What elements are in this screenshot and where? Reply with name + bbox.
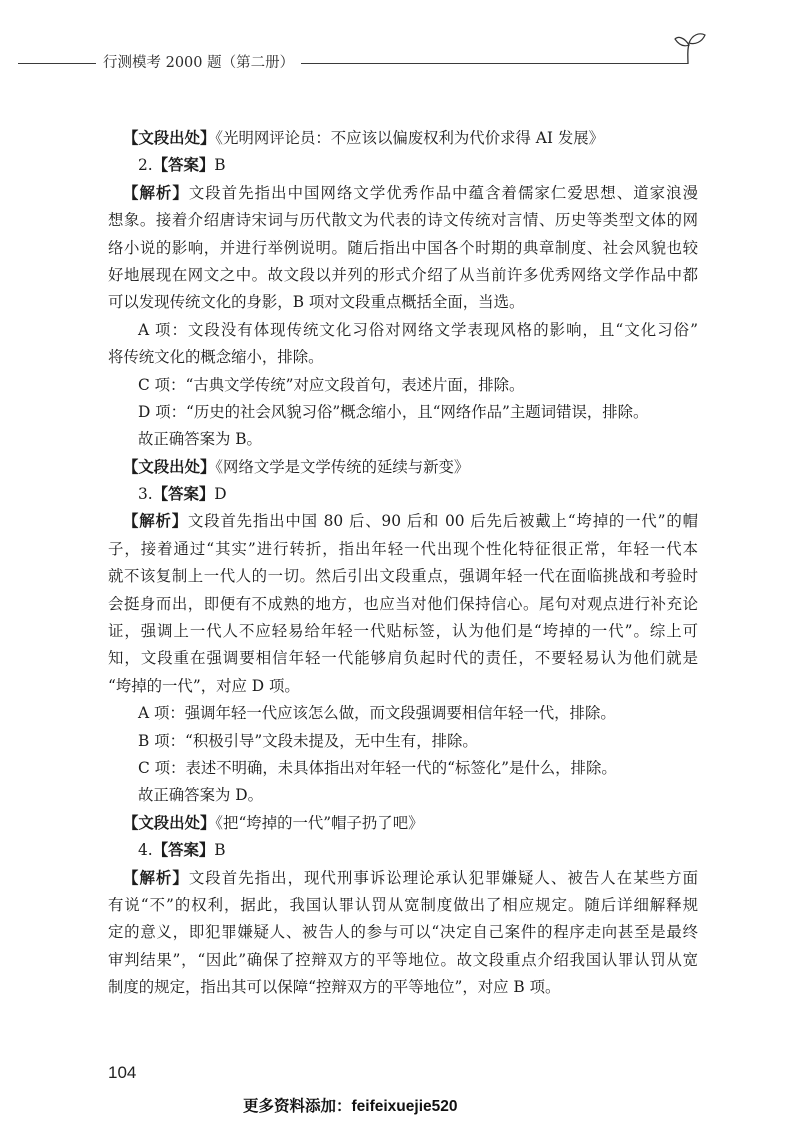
question-number: 3. bbox=[138, 485, 153, 504]
option-line: A 项：文段没有体现传统文化习俗对网络文学表现风格的影响，且“文化习俗” bbox=[138, 320, 698, 339]
page-number: 104 bbox=[108, 1063, 137, 1082]
source-title: 《光明网评论员：不应该以偏废权利为代价求得 AI 发展》 bbox=[215, 129, 605, 147]
answer-line bbox=[108, 481, 698, 508]
option-line: B 项：“积极引导”文段未提及，无中生有，排除。 bbox=[138, 731, 478, 750]
analysis-line: 子，接着通过“其实”进行转折，指出年轻一代出现个性化特征很正常，年轻一代本 bbox=[108, 539, 698, 558]
answer-label: 【答案】 bbox=[152, 841, 215, 860]
analysis-line: 会挺身而出，即便有不成熟的地方，也应当对他们保持信心。尾句对观点进行补充论 bbox=[108, 594, 698, 613]
option-line: 将传统文化的概念缩小，排除。 bbox=[108, 348, 324, 367]
analysis-line: 就不该复制上一代人的一切。然后引出文段重点，强调年轻一代在面临挑战和考验时 bbox=[108, 567, 698, 586]
analysis-line: 好地展现在网文之中。故文段以并列的形式介绍了从当前许多优秀网络文学作品中都 bbox=[108, 265, 698, 284]
analysis-line bbox=[108, 508, 698, 535]
source-title: 《网络文学是文学传统的延续与新变》 bbox=[215, 457, 470, 476]
analysis-line: 有说“不”的权利，据此，我国认罪认罚从宽制度做出了相应规定。随后详细解释规 bbox=[108, 895, 698, 914]
analysis-line: 可以发现传统文化的身影，B 项对文段重点概括全面，当选。 bbox=[108, 293, 525, 312]
source-line bbox=[108, 810, 698, 837]
answer-value: D bbox=[214, 485, 227, 504]
option-line: A 项：强调年轻一代应该怎么做，而文段强调要相信年轻一代，排除。 bbox=[138, 704, 616, 723]
analysis-line bbox=[108, 180, 698, 207]
analysis-label: 【解析】 bbox=[123, 512, 188, 531]
page-content bbox=[108, 125, 698, 1002]
conclusion-line: 故正确答案为 D。 bbox=[138, 786, 263, 805]
analysis-line: 络小说的影响，并进行举例说明。随后指出中国各个时期的典章制度、社会风貌也较 bbox=[108, 238, 698, 257]
question-number: 4. bbox=[138, 841, 153, 860]
source-line bbox=[108, 454, 698, 481]
option-line: D 项：“历史的社会风貌习俗”概念缩小，且“网络作品”主题词错误，排除。 bbox=[138, 402, 649, 421]
analysis-label: 【解析】 bbox=[123, 868, 189, 887]
conclusion-line: 故正确答案为 B。 bbox=[138, 430, 262, 449]
source-label: 【文段出处】 bbox=[123, 457, 216, 476]
analysis-line: 知，文段重在强调要相信年轻一代能够肩负起时代的责任，不要轻易认为他们就是 bbox=[108, 649, 698, 668]
answer-label: 【答案】 bbox=[152, 485, 215, 504]
source-title: 《把“垮掉的一代”帽子扔了吧》 bbox=[215, 813, 424, 832]
analysis-text: 文段首先指出中国网络文学优秀作品中蕴含着儒家仁爱思想、道家浪漫 bbox=[188, 183, 698, 202]
header-rule-left bbox=[18, 63, 96, 64]
analysis-text: 文段首先指出，现代刑事诉讼理论承认犯罪嫌疑人、被告人在某些方面 bbox=[188, 868, 698, 887]
analysis-line: “垮掉的一代”，对应 D 项。 bbox=[108, 676, 300, 695]
analysis-label: 【解析】 bbox=[123, 183, 189, 202]
answer-line bbox=[108, 837, 698, 864]
source-label: 【文段出处】 bbox=[123, 129, 216, 147]
analysis-line: 想象。接着介绍唐诗宋词与历代散文为代表的诗文传统对言情、历史等类型文体的网 bbox=[108, 211, 698, 230]
running-header-title: 行测模考 2000 题（第二册） bbox=[103, 55, 295, 71]
answer-label: 【答案】 bbox=[152, 156, 215, 175]
question-number: 2. bbox=[138, 156, 153, 175]
analysis-line bbox=[108, 865, 698, 892]
analysis-text: 文段首先指出中国 80 后、90 后和 00 后先后被戴上“垮掉的一代”的帽 bbox=[187, 512, 698, 531]
footer-contact: 更多资料添加：feifeixuejie520 bbox=[243, 1098, 458, 1115]
analysis-line: 制度的规定，指出其可以保障“控辩双方的平等地位”，对应 B 项。 bbox=[108, 978, 561, 997]
source-label: 【文段出处】 bbox=[123, 813, 216, 832]
answer-value: B bbox=[214, 841, 226, 860]
header-rule-right bbox=[301, 63, 688, 64]
option-line: C 项：表述不明确，未具体指出对年轻一代的“标签化”是什么，排除。 bbox=[138, 758, 617, 777]
analysis-line: 审判结果”，“因此”确保了控辩双方的平等地位。故文段重点介绍我国认罪认罚从宽 bbox=[108, 950, 698, 969]
option-line: C 项：“古典文学传统”对应文段首句，表述片面，排除。 bbox=[138, 375, 525, 394]
sprout-icon bbox=[672, 31, 708, 65]
analysis-line: 定的意义，即犯罪嫌疑人、被告人的参与可以“决定自己案件的程序走向甚至是最终 bbox=[108, 923, 698, 942]
answer-line bbox=[108, 152, 698, 179]
running-header bbox=[18, 51, 688, 75]
answer-value: B bbox=[214, 156, 226, 175]
source-line bbox=[108, 125, 698, 152]
analysis-line: 证，强调上一代人不应轻易给年轻一代贴标签，认为他们是“垮掉的一代”。综上可 bbox=[108, 622, 698, 641]
